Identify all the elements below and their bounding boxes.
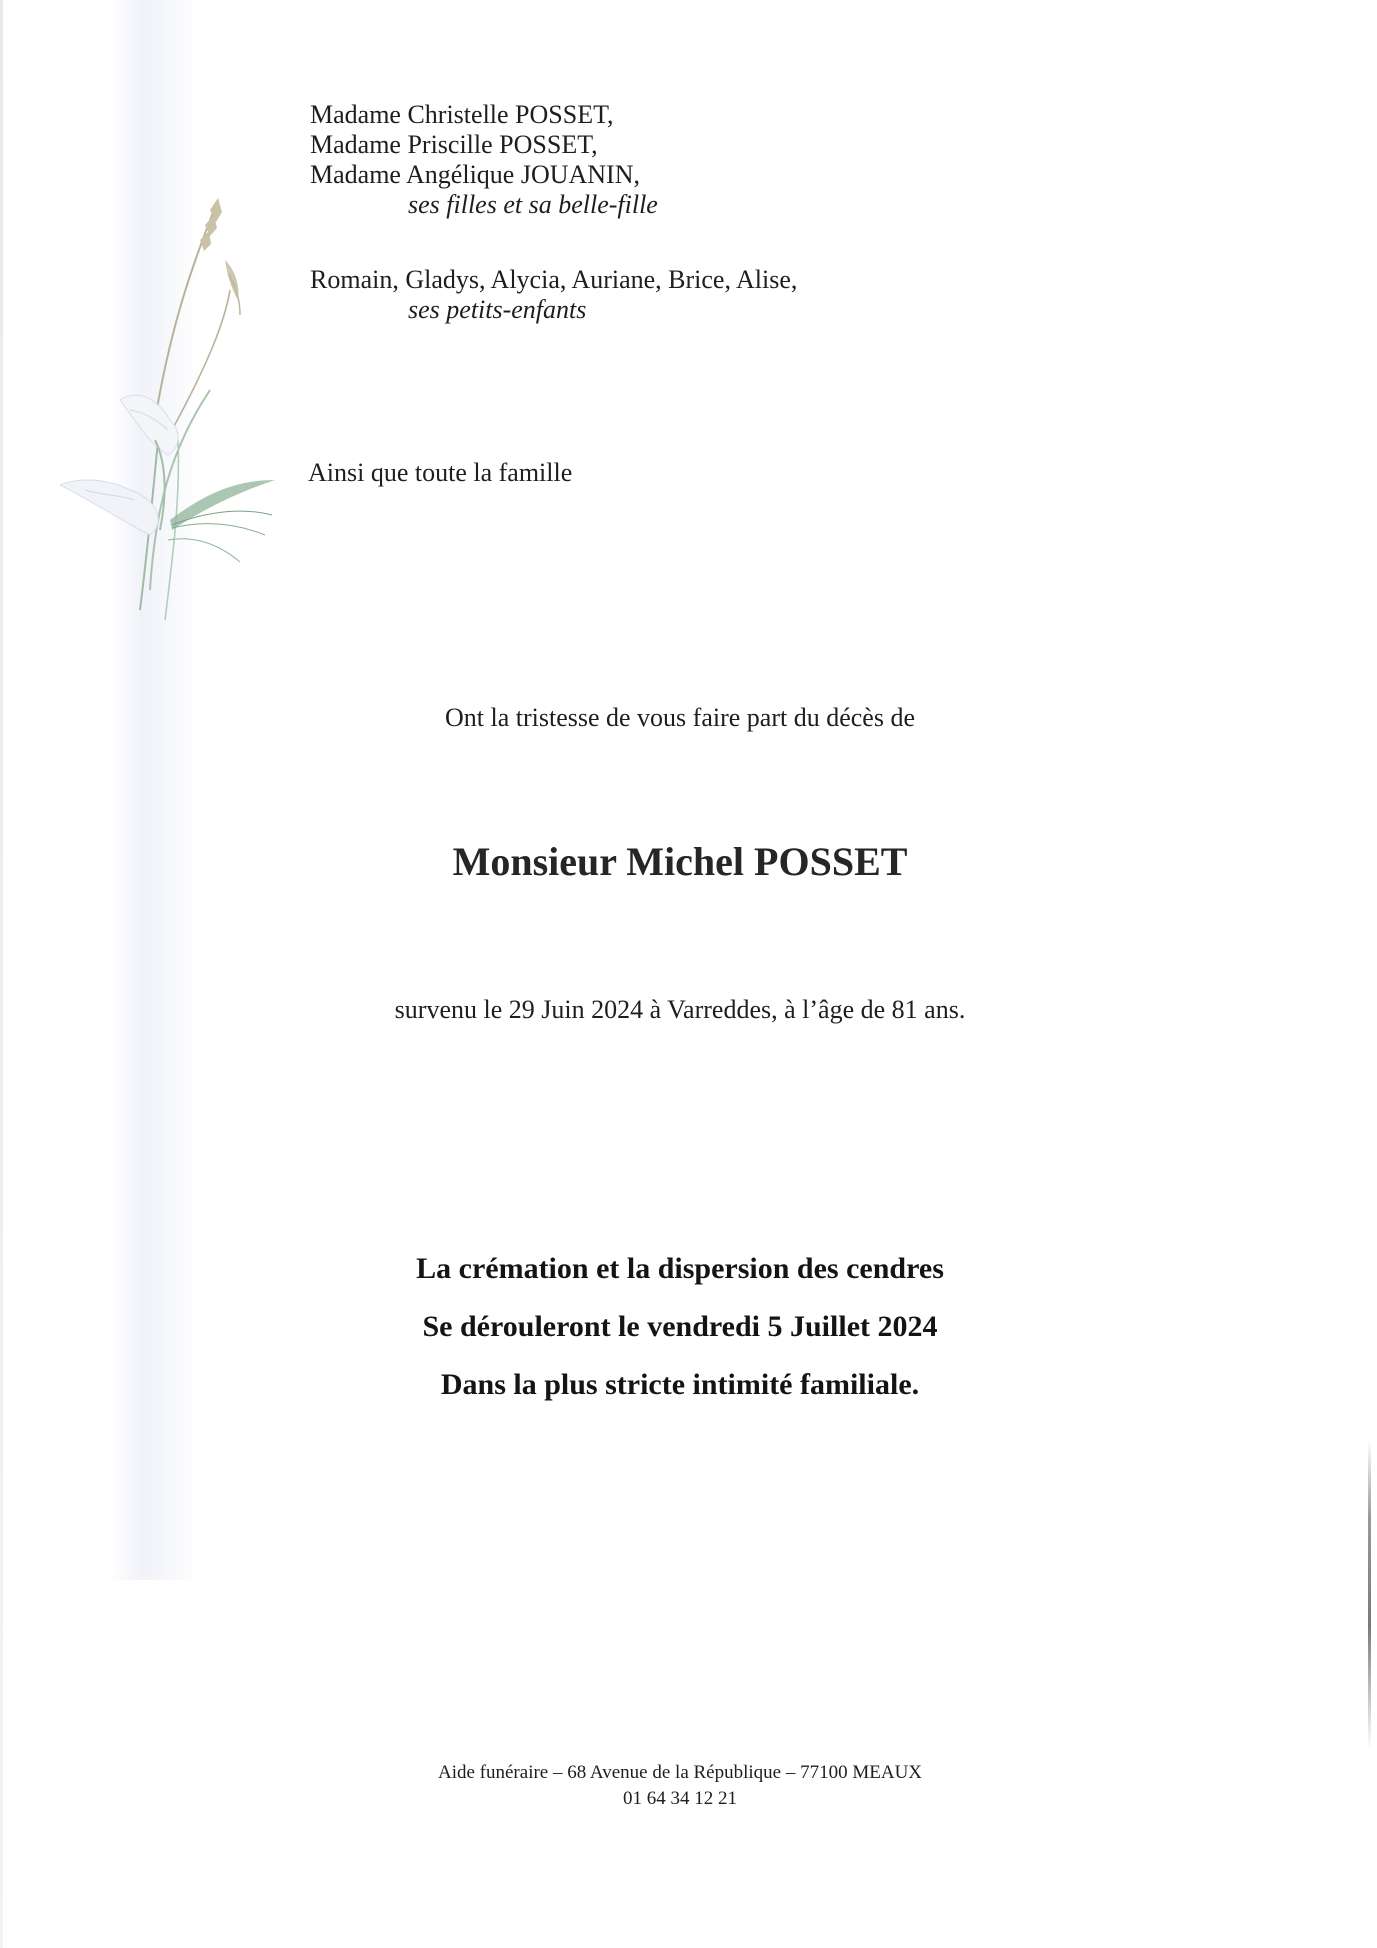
ceremony-line: Se dérouleront le vendredi 5 Juillet 2024 bbox=[422, 1310, 938, 1343]
scan-left-edge bbox=[0, 0, 3, 1948]
announcement-line: Ont la tristesse de vous faire part du décès de bbox=[444, 703, 915, 732]
family-members-block bbox=[310, 100, 658, 220]
grandchildren-block bbox=[310, 265, 797, 325]
deceased-name: Monsieur Michel POSSET bbox=[452, 839, 908, 884]
death-details: survenu le 29 Juin 2024 à Varreddes, à l’âge de 81 ans. bbox=[394, 995, 966, 1024]
funeral-home-phone: 01 64 34 12 21 bbox=[623, 1788, 737, 1809]
family-member: Madame Christelle POSSET, bbox=[310, 100, 614, 129]
scan-right-edge bbox=[1368, 1440, 1371, 1750]
family-member: Madame Angélique JOUANIN, bbox=[310, 160, 640, 189]
calla-lily-wheat-icon bbox=[60, 190, 280, 620]
grandchildren-names: Romain, Gladys, Alycia, Auriane, Brice, Alise, bbox=[310, 265, 798, 294]
funeral-home-address: Aide funéraire – 68 Avenue de la République – 77100 MEAUX bbox=[437, 1762, 923, 1783]
ceremony-line: La crémation et la dispersion des cendres bbox=[416, 1252, 944, 1285]
extended-family-line: Ainsi que toute la famille bbox=[308, 458, 573, 487]
family-relation: ses filles et sa belle-fille bbox=[408, 190, 658, 219]
family-member: Madame Priscille POSSET, bbox=[310, 130, 598, 159]
ceremony-line: Dans la plus stricte intimité familiale. bbox=[440, 1368, 920, 1401]
grandchildren-relation: ses petits-enfants bbox=[408, 295, 587, 324]
